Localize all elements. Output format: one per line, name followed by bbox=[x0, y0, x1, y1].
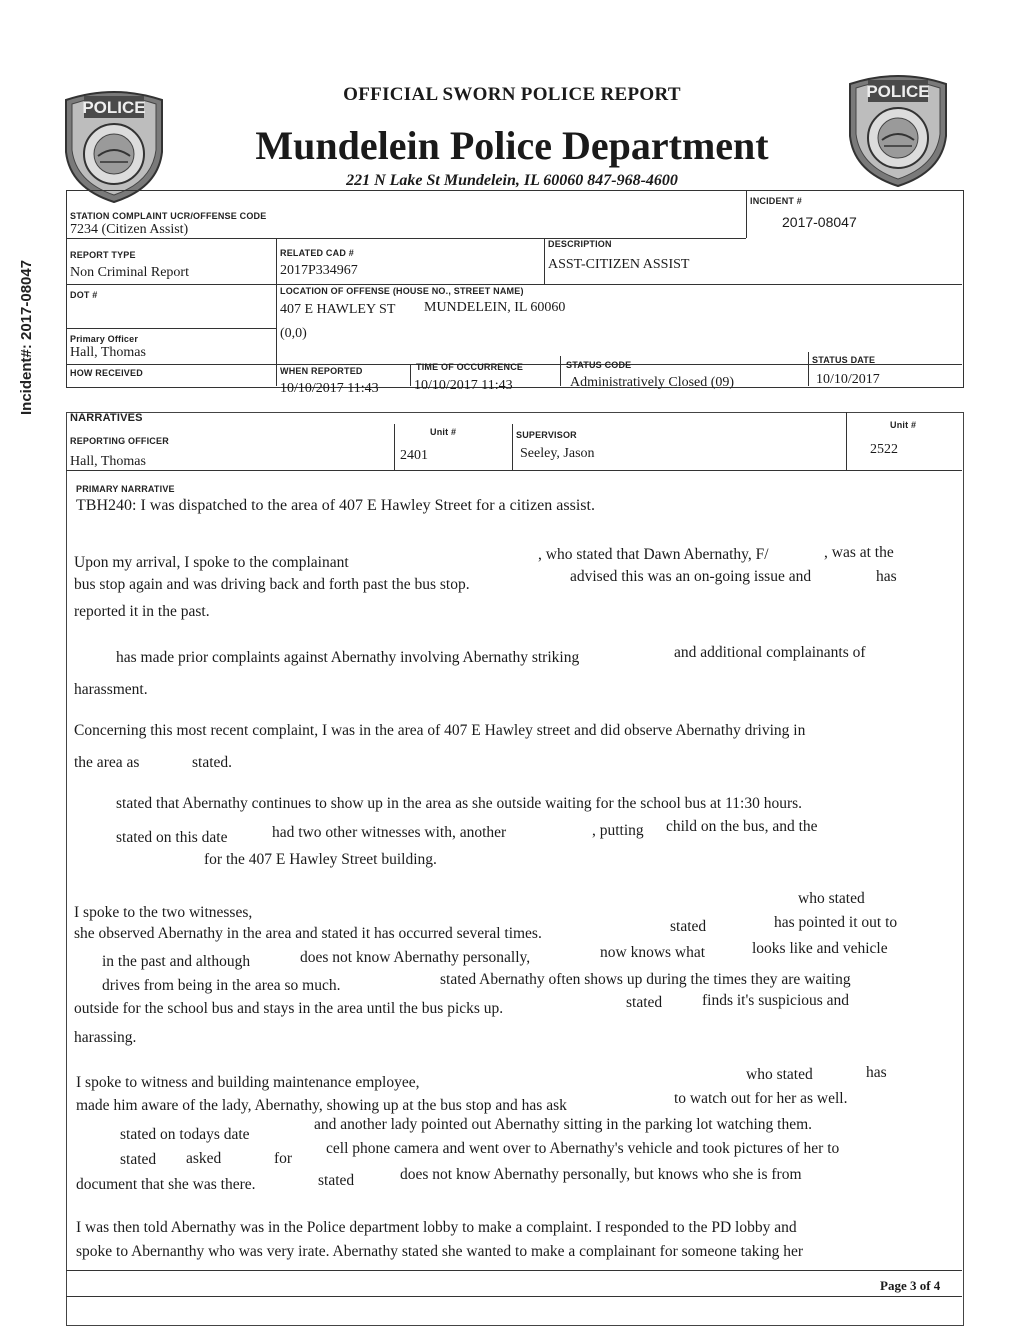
narrative-line: TBH240: I was dispatched to the area of 407 E Hawley Street for a citizen assist. bbox=[76, 497, 595, 514]
narrative-line: for the 407 E Hawley Street building. bbox=[204, 851, 437, 868]
narrative-line: stated Abernathy often shows up during the times they are waiting bbox=[440, 971, 851, 988]
incident-label: INCIDENT # bbox=[750, 196, 803, 206]
narrative-line: document that she was there. bbox=[76, 1176, 256, 1193]
how-received-label: HOW RECEIVED bbox=[70, 368, 143, 378]
station-complaint-value: 7234 (Citizen Assist) bbox=[70, 222, 189, 237]
badge-word: POLICE bbox=[866, 82, 930, 101]
report-type-label: REPORT TYPE bbox=[70, 250, 136, 260]
reporting-officer-value: Hall, Thomas bbox=[70, 454, 146, 469]
narrative-line: the area as bbox=[74, 754, 140, 771]
narrative-line: reported it in the past. bbox=[74, 603, 210, 620]
location-coords: (0,0) bbox=[280, 326, 307, 341]
status-date-label: STATUS DATE bbox=[812, 355, 876, 365]
narrative-line: now knows what bbox=[600, 944, 706, 961]
narrative-line: stated bbox=[318, 1172, 355, 1189]
incident-value: 2017-08047 bbox=[782, 214, 857, 230]
narrative-line: for bbox=[274, 1150, 293, 1167]
location-city: MUNDELEIN, IL 60060 bbox=[424, 300, 566, 315]
narrative-line: has made prior complaints against Abernathy involving Abernathy striking bbox=[116, 649, 580, 666]
narrative-line: stated on this date bbox=[116, 829, 228, 846]
narrative-line: I was then told Abernathy was in the Police department lobby to make a complaint. I responded to the PD lobby and bbox=[76, 1219, 797, 1236]
report-subtitle: OFFICIAL SWORN POLICE REPORT bbox=[343, 84, 681, 105]
narrative-line: stated that Abernathy continues to show up in the area as she outside waiting for the school bus at 11:30 hours. bbox=[116, 795, 803, 812]
narrative-line: and another lady pointed out Abernathy sitting in the parking lot watching them. bbox=[314, 1116, 813, 1133]
narrative-line: , was at the bbox=[824, 544, 894, 561]
narrative-line: , who stated that Dawn Abernathy, F/ bbox=[538, 546, 769, 563]
reporting-officer-label: REPORTING OFFICER bbox=[70, 436, 169, 446]
narratives-label: NARRATIVES bbox=[70, 412, 143, 424]
narrative-line: finds it's suspicious and bbox=[702, 992, 850, 1009]
narrative-line: cell phone camera and went over to Abernathy's vehicle and took pictures of her to bbox=[326, 1140, 840, 1157]
narrative-line: looks like and vehicle bbox=[752, 940, 888, 957]
badge-word: POLICE bbox=[82, 98, 146, 117]
narrative-line: who stated bbox=[798, 890, 865, 907]
narrative-line: stated bbox=[626, 994, 663, 1011]
unit-value: 2401 bbox=[400, 448, 428, 463]
narrative-line: stated bbox=[670, 918, 707, 935]
narrative-line: stated bbox=[120, 1151, 157, 1168]
department-title: Mundelein Police Department bbox=[255, 123, 769, 168]
supervisor-label: SUPERVISOR bbox=[516, 430, 577, 440]
dot-label: DOT # bbox=[70, 290, 98, 300]
unit2-value: 2522 bbox=[870, 442, 898, 457]
status-code-value: Administratively Closed (09) bbox=[570, 375, 735, 390]
narrative-line: who stated bbox=[746, 1066, 813, 1083]
narrative-line: outside for the school bus and stays in the area until the bus picks up. bbox=[74, 1000, 504, 1017]
narrative-line: I spoke to witness and building maintenance employee, bbox=[76, 1074, 420, 1091]
narrative-line: stated. bbox=[192, 754, 233, 771]
narrative-line: to watch out for her as well. bbox=[674, 1090, 848, 1107]
narrative-line: harassment. bbox=[74, 681, 148, 698]
primary-officer-label: Primary Officer bbox=[70, 334, 139, 344]
narrative-line: bus stop again and was driving back and forth past the bus stop. bbox=[74, 576, 470, 593]
narrative-line: harassing. bbox=[74, 1029, 137, 1046]
unit-label: Unit # bbox=[430, 427, 457, 437]
narrative-line: child on the bus, and the bbox=[666, 818, 818, 835]
narrative-line: advised this was an on-going issue and bbox=[570, 568, 812, 585]
narrative-line: does not know Abernathy personally, bbox=[300, 949, 531, 966]
narrative-line: does not know Abernathy personally, but knows who she is from bbox=[400, 1166, 802, 1183]
description-label: DESCRIPTION bbox=[548, 239, 612, 249]
time-occurrence-label: TIME OF OCCURRENCE bbox=[416, 362, 524, 372]
when-reported-value: 10/10/2017 11:43 bbox=[280, 381, 379, 396]
when-reported-label: WHEN REPORTED bbox=[280, 366, 363, 376]
related-cad-value: 2017P334967 bbox=[280, 263, 358, 278]
narrative-line: drives from being in the area so much. bbox=[102, 977, 341, 994]
primary-officer-value: Hall, Thomas bbox=[70, 345, 146, 360]
status-date-value: 10/10/2017 bbox=[816, 372, 880, 387]
page-number: Page 3 of 4 bbox=[880, 1278, 941, 1293]
narrative-line: , putting bbox=[592, 822, 644, 839]
status-code-label: STATUS CODE bbox=[566, 360, 632, 370]
location-label: LOCATION OF OFFENSE (HOUSE NO., STREET NAME) bbox=[280, 286, 524, 296]
narrative-line: spoke to Abernanthy who was very irate. Abernathy stated she wanted to make a complainant for someone taking her bbox=[76, 1243, 803, 1260]
supervisor-value: Seeley, Jason bbox=[520, 446, 595, 461]
related-cad-label: RELATED CAD # bbox=[280, 248, 354, 258]
narrative-line: made him aware of the lady, Abernathy, showing up at the bus stop and has ask bbox=[76, 1097, 567, 1114]
narrative-line: has bbox=[866, 1064, 887, 1081]
narrative-line: Concerning this most recent complaint, I was in the area of 407 E Hawley street and did observe Abernathy driving in bbox=[74, 722, 806, 739]
department-address: 221 N Lake St Mundelein, IL 60060 847-968-4600 bbox=[346, 172, 678, 189]
report-type-value: Non Criminal Report bbox=[70, 265, 189, 280]
narrative-line: I spoke to the two witnesses, bbox=[74, 904, 253, 921]
narrative-line: had two other witnesses with, another bbox=[272, 824, 507, 841]
narrative-line: in the past and although bbox=[102, 953, 251, 970]
time-occurrence-value: 10/10/2017 11:43 bbox=[414, 378, 513, 393]
primary-narrative-label: PRIMARY NARRATIVE bbox=[76, 484, 175, 494]
narrative-line: has bbox=[876, 568, 897, 585]
narrative-line: asked bbox=[186, 1150, 222, 1167]
description-value: ASST-CITIZEN ASSIST bbox=[548, 257, 690, 272]
narrative-line: has pointed it out to bbox=[774, 914, 898, 931]
narrative-line: Upon my arrival, I spoke to the complainant bbox=[74, 554, 349, 571]
unit2-label: Unit # bbox=[890, 420, 917, 430]
narrative-line: stated on todays date bbox=[120, 1126, 250, 1143]
narrative-line: she observed Abernathy in the area and stated it has occurred several times. bbox=[74, 925, 542, 942]
station-complaint-label: STATION COMPLAINT UCR/OFFENSE CODE bbox=[70, 211, 267, 221]
side-incident-number: Incident#: 2017-08047 bbox=[18, 259, 35, 415]
location-street: 407 E HAWLEY ST bbox=[280, 302, 396, 317]
narrative-line: and additional complainants of bbox=[674, 644, 866, 661]
